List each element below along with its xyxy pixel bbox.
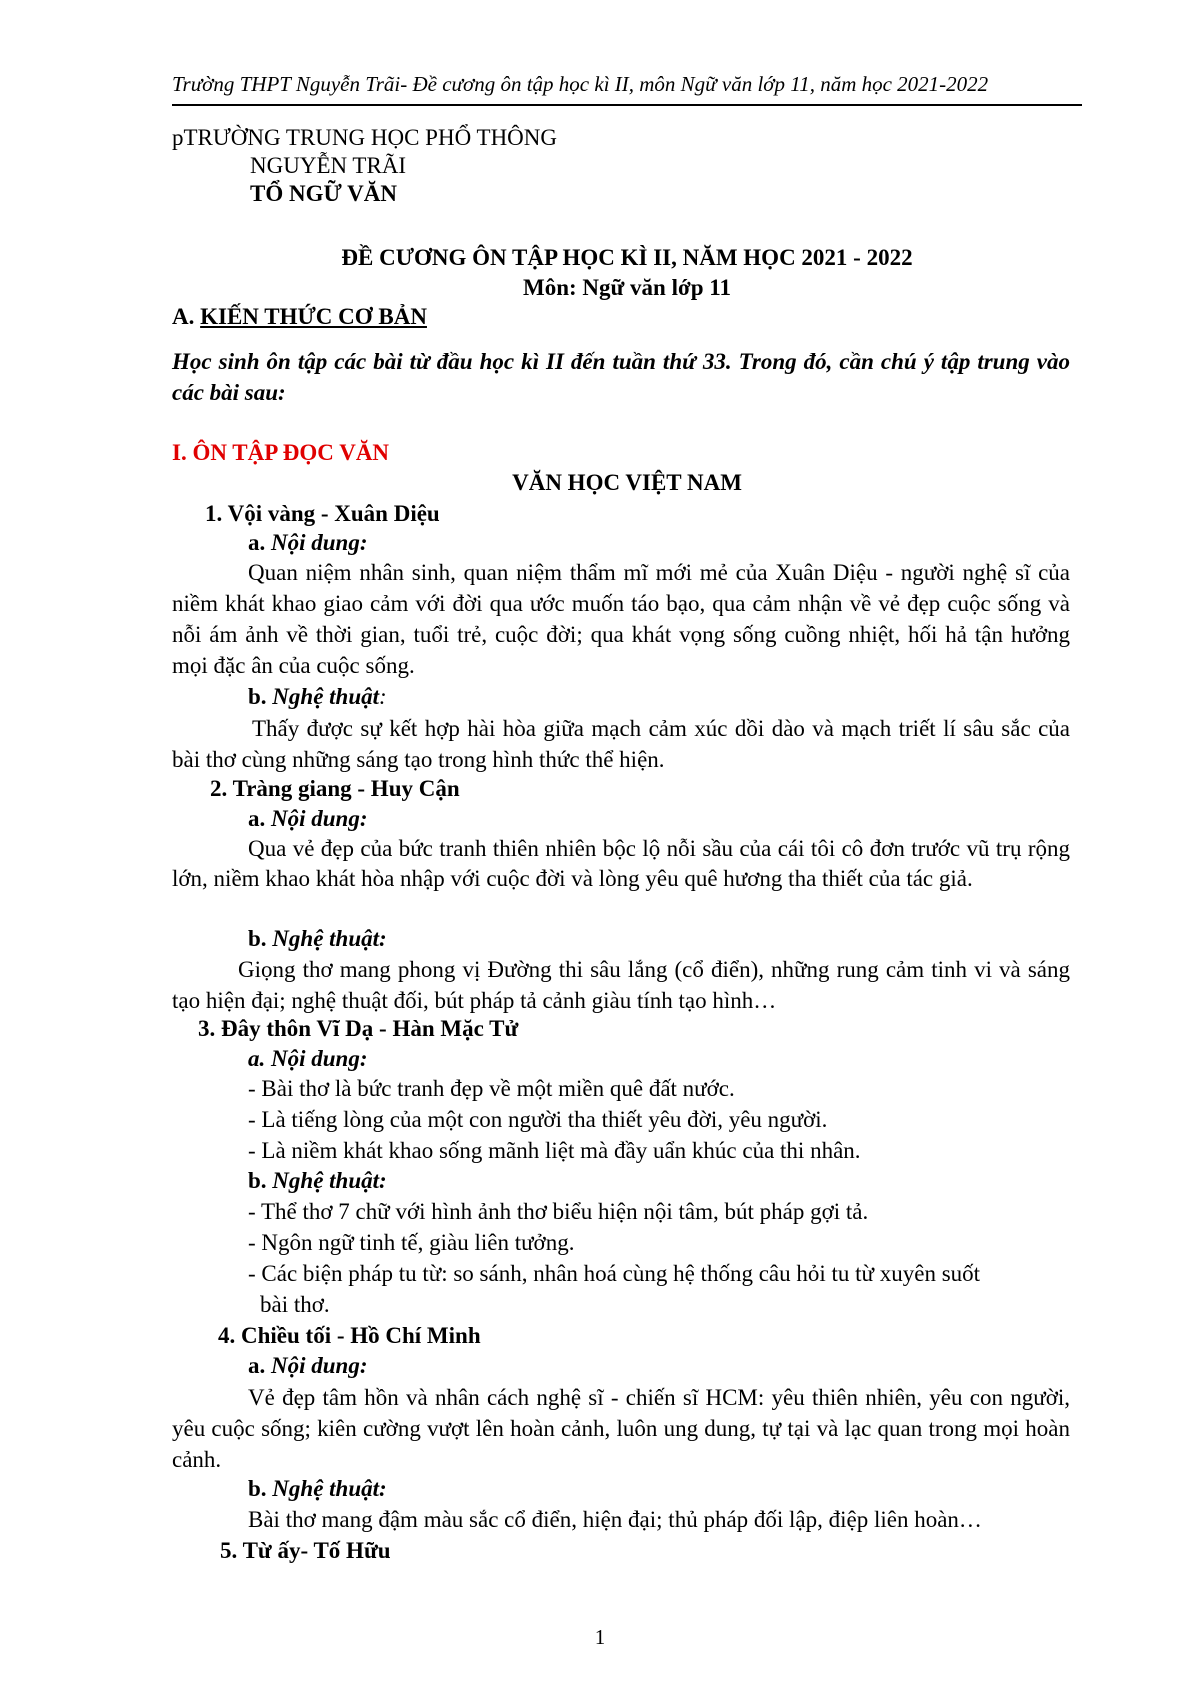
vietnamese-literature-heading: VĂN HỌC VIỆT NAM bbox=[512, 470, 742, 495]
running-header: Trường THPT Nguyễn Trãi- Đề cương ôn tập học kì II, môn Ngữ văn lớp 11, năm học 2021-2022 bbox=[172, 72, 989, 96]
art-label: Nghệ thuật bbox=[272, 684, 380, 709]
work-4-art-heading: b. Nghệ thuật: bbox=[248, 1476, 387, 1501]
work-1-content-text: Quan niệm nhân sinh, quan niệm thẩm mĩ mới mẻ của Xuân Diệu - người nghệ sĩ của niềm khát khao giao cảm với đời qua ước muốn táo bạo, qua cảm nhận về vẻ đẹp cuộc sống và nỗi ám ảnh về thời gian, tuổi trẻ, cuộc đời; qua khát vọng sống cuồng nhiệt, hối hả tận hưởng mọi đặc ân của cuộc sống. bbox=[172, 560, 1070, 678]
work-2-content-text: Qua vẻ đẹp của bức tranh thiên nhiên bộc lộ nỗi sầu của cái tôi cô đơn trước vũ trụ rộng lớn, niềm khao khát hòa nhập với cuộc đời và lòng yêu quê hương tha thiết của tác giả. bbox=[172, 836, 1070, 891]
header-rule bbox=[172, 104, 1082, 106]
art-label: Nghệ thuật: bbox=[272, 1168, 387, 1193]
work-3-art-item: - Thể thơ 7 chữ với hình ảnh thơ biểu hiện nội tâm, bút pháp gợi tả. bbox=[248, 1199, 869, 1224]
document-subtitle: Môn: Ngữ văn lớp 11 bbox=[522, 275, 731, 300]
school-name-line2: NGUYỄN TRÃI bbox=[250, 153, 407, 178]
work-2-art-text: Giọng thơ mang phong vị Đường thi sâu lắng (cổ điển), những rung cảm tinh vi và sáng tạo hiện đại; nghệ thuật đối, bút pháp tả cảnh giàu tính tạo hình… bbox=[172, 957, 1070, 1013]
department-name: TỔ NGỮ VĂN bbox=[250, 181, 397, 206]
work-2-art-heading: b. Nghệ thuật: bbox=[248, 926, 387, 951]
document-title: ĐỀ CƯƠNG ÔN TẬP HỌC KÌ II, NĂM HỌC 2021 - 2022 bbox=[341, 245, 913, 270]
work-4-art-text: Bài thơ mang đậm màu sắc cổ điển, hiện đại; thủ pháp đối lập, điệp liên hoàn… bbox=[248, 1507, 982, 1532]
work-5-title: 5. Từ ấy- Tố Hữu bbox=[220, 1538, 391, 1563]
work-2-content-heading: a. Nội dung: bbox=[248, 806, 368, 831]
work-4-content-heading: a. Nội dung: bbox=[248, 1353, 368, 1378]
work-1-art-text: Thấy được sự kết hợp hài hòa giữa mạch cảm xúc dồi dào và mạch triết lí sâu sắc của bài thơ cùng những sáng tạo trong hình thức thể hiện. bbox=[172, 716, 1070, 772]
page-number: 1 bbox=[594, 1625, 606, 1649]
work-3-art-item: - Các biện pháp tu từ: so sánh, nhân hoá cùng hệ thống câu hỏi tu từ xuyên suốt bbox=[248, 1261, 981, 1286]
work-1-content-heading: a. Nội dung: bbox=[248, 530, 368, 555]
work-4-title: 4. Chiều tối - Hồ Chí Minh bbox=[218, 1323, 481, 1348]
section-a-prefix: A. bbox=[172, 304, 201, 329]
school-name-line1: pTRƯỜNG TRUNG HỌC PHỔ THÔNG bbox=[172, 125, 558, 150]
part-1-heading: I. ÔN TẬP ĐỌC VĂN bbox=[172, 440, 390, 465]
work-3-art-item-continued: bài thơ. bbox=[260, 1292, 330, 1317]
content-label: Nội dung: bbox=[271, 1353, 368, 1378]
work-3-content-item: - Bài thơ là bức tranh đẹp về một miền quê đất nước. bbox=[248, 1076, 735, 1101]
section-a-title: KIẾN THỨC CƠ BẢN bbox=[200, 304, 427, 329]
work-2-title: 2. Tràng giang - Huy Cận bbox=[210, 776, 460, 801]
content-label: Nội dung: bbox=[271, 806, 368, 831]
content-label: Nội dung: bbox=[271, 1046, 368, 1071]
work-3-content-item: - Là niềm khát khao sống mãnh liệt mà đầy uẩn khúc của thi nhân. bbox=[248, 1138, 861, 1163]
work-3-content-item: - Là tiếng lòng của một con người tha thiết yêu đời, yêu người. bbox=[248, 1107, 828, 1132]
section-a-heading bbox=[172, 303, 427, 331]
work-3-art-heading: b. Nghệ thuật: bbox=[248, 1168, 387, 1193]
art-label: Nghệ thuật: bbox=[272, 1476, 387, 1501]
work-1-art-heading: b. Nghệ thuật: bbox=[248, 684, 387, 709]
work-3-title: 3. Đây thôn Vĩ Dạ - Hàn Mặc Tử bbox=[198, 1016, 519, 1041]
content-label: Nội dung: bbox=[271, 530, 368, 555]
intro-paragraph: Học sinh ôn tập các bài từ đầu học kì II đến tuần thứ 33. Trong đó, cần chú ý tập trung vào các bài sau: bbox=[172, 349, 1070, 405]
work-1-title: 1. Vội vàng - Xuân Diệu bbox=[205, 501, 440, 526]
work-3-content-heading: a. Nội dung: bbox=[248, 1046, 368, 1071]
work-3-art-item: - Ngôn ngữ tinh tế, giàu liên tưởng. bbox=[248, 1230, 575, 1255]
work-4-content-text: Vẻ đẹp tâm hồn và nhân cách nghệ sĩ - chiến sĩ HCM: yêu thiên nhiên, yêu con người, yêu cuộc sống; kiên cường vượt lên hoàn cảnh, luôn ung dung, tự tại và lạc quan trong mọi hoàn cảnh. bbox=[172, 1385, 1070, 1472]
art-label: Nghệ thuật: bbox=[272, 926, 387, 951]
